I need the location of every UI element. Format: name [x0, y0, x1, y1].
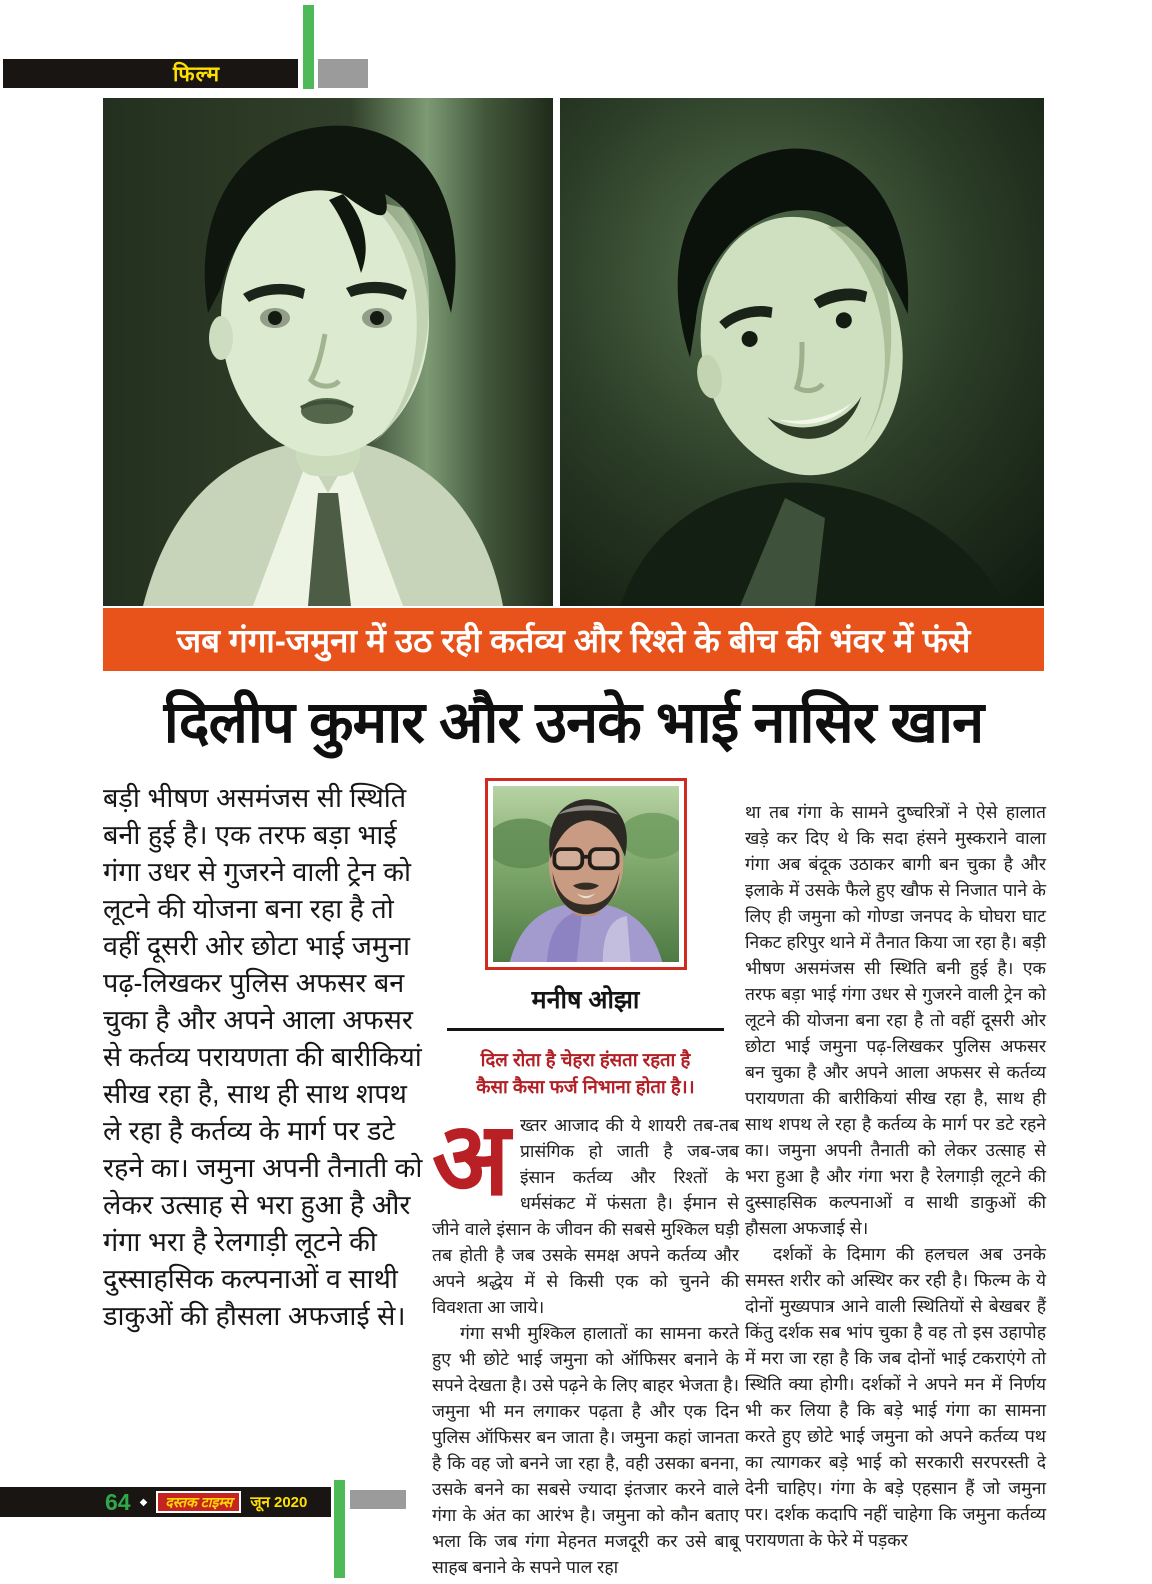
strap-banner	[103, 608, 1044, 671]
article-paragraph-1	[432, 1102, 739, 1320]
dropcap-letter: अ	[432, 1102, 510, 1216]
photo-row	[103, 98, 1044, 606]
article-paragraph-1-text: ख्तर आजाद की ये शायरी तब-तब प्रासंगिक हो जाती है जब-जब इंसान कर्तव्य और रिश्तों के धर्मसंकट में फंसता है। ईमान से जीने वाले इंसान के जीवन की सबसे मुश्किल घड़ी तब होती है जब उसके समक्ष अपने कर्तव्य और अपने श्रद्धेय में से किसी एक को चुनने की विवशता आ जाये।	[432, 1115, 739, 1317]
article-paragraph-4: दर्शकों के दिमाग की हलचल अब उनके समस्त शरीर को अस्थिर कर रही है। फिल्म के ये दोनों मुख्यपात्र आने वाली स्थितियों से बेखबर हैं किंतु दर्शक सब भांप चुका है वह तो इस उहापोह में मरा जा रहा है कि जब दोनों भाई टकराएंगे तो स्थिति क्या होगी। दर्शकों ने अपने मन में निर्णय भी कर लिया है कि बड़े भाई गंगा का सामना करते हुए छोटे भाई जमुना को अपने कर्तव्य पथ का त्यागकर बड़े भाई को सरकारी सरपरस्ती दे देनी चाहिए। गंगा के बड़े एहसान हैं जो जमुना पर। दर्शक कदापि नहीं चाहेगा कि जमुना कर्तव्य परायणता के फेरे में पड़कर	[745, 1244, 1046, 1550]
photo-nasir-khan	[560, 98, 1044, 606]
magazine-logo: दस्तक टाइम्स	[156, 1491, 241, 1513]
couplet	[432, 1046, 739, 1100]
photo-dilip-kumar	[103, 98, 553, 606]
nasir-khan-portrait-illustration	[560, 98, 1044, 606]
author-photo-illustration	[493, 786, 679, 962]
headline-text: दिलीप कुमार और उनके भाई नासिर खान	[163, 689, 984, 755]
strap-text: जब गंगा-जमुना में उठ रही कर्तव्य और रिश्ते के बीच की भंवर में फंसे	[176, 622, 971, 659]
dilip-kumar-portrait-illustration	[103, 98, 553, 606]
intro-column: बड़ी भीषण असमंजस सी स्थिति बनी हुई है। एक तरफ बड़ा भाई गंगा उधर से गुजरने वाली ट्रेन को लूटने की योजना बना रहा है तो वहीं दूसरी ओर छोटा भाई जमुना पढ़-लिखकर पुलिस अफसर बन चुका है और अपने आला अफसर से कर्तव्य परायणता की बारीकियां सीख रहा है, साथ ही साथ शपथ ले रहा है कर्तव्य के मार्ग पर डटे रहने का। जमुना अपनी तैनाती को लेकर उत्साह से भरा हुआ है और गंगा भरा है रेलगाड़ी लूटने की दुस्साहसिक कल्पनाओं व साथी डाकुओं की हौसला अफजाई से।	[103, 783, 423, 1331]
footer-page-number: 64	[105, 1488, 131, 1515]
gray-accent-box-top	[318, 59, 368, 88]
diamond-icon: ◆	[139, 1496, 148, 1508]
green-accent-bar-top	[303, 5, 314, 89]
couplet-line-2: कैसा कैसा फर्ज निभाना होता है।।	[476, 1076, 695, 1097]
green-accent-bar-bottom	[334, 1480, 345, 1578]
footer-issue-date: जून 2020	[250, 1494, 308, 1511]
kicker-label: फिल्म	[172, 62, 221, 86]
author-divider-rule	[447, 1028, 723, 1031]
headline	[103, 674, 1044, 764]
right-column	[745, 799, 1046, 1553]
gray-accent-box-bottom	[350, 1490, 406, 1509]
couplet-line-1: दिल रोता है चेहरा हंसता रहता है	[480, 1049, 691, 1070]
article-paragraph-2: गंगा सभी मुश्किल हालातों का सामना करते हुए भी छोटे भाई जमुना को ऑफिसर बनाने के सपने देखता है। उसे पढ़ने के लिए बाहर भेजता है। जमुना भी मन लगाकर पढ़ता है और एक दिन पुलिस ऑफिसर बन जाता है। जमुना कहां जानता है कि वह जो बनने जा रहा है, वही उसका बनना, उसके बनने का सबसे ज्यादा इंतजार करने वाले गंगा के अंत का आरंभ है। जमुना को कौन बताए भला कि जब गंगा मेहनत मजदूरी कर उसे बाबू साहब बनाने के सपने पाल रहा	[432, 1323, 739, 1577]
author-name: मनीष ओझा	[531, 986, 640, 1014]
kicker-bar	[3, 59, 298, 88]
author-photo-frame	[485, 778, 687, 970]
article-paragraph-3: था तब गंगा के सामने दुष्चरित्रों ने ऐसे हालात खड़े कर दिए थे कि सदा हंसने मुस्कराने वाला गंगा अब बंदूक उठाकर बागी बन चुका है और इलाके में उसके फैले हुए खौफ से निजात पाने के लिए ही जमुना को गोण्डा जनपद के घोघरा घाट निकट हरिपुर थाने में तैनात किया जा रहा है। बड़ी भीषण असमंजस सी स्थिति बनी हुई है। एक तरफ बड़ा भाई गंगा उधर से गुजरने वाली ट्रेन को लूटने की योजना बना रहा है तो वहीं दूसरी ओर छोटा भाई जमुना पढ़-लिखकर पुलिस अफसर बन चुका है और अपने आला अफसर से कर्तव्य परायणता की बारीकियां सीख रहा है, साथ ही साथ शपथ ले रहा है कर्तव्य के मार्ग पर डटे रहने का। जमुना अपनी तैनाती को लेकर उत्साह से भरा हुआ है और गंगा भरा है रेलगाड़ी लूटने की दुस्साहसिक कल्पनाओं व साथी डाकुओं की हौसला अफजाई से।	[745, 802, 1046, 1238]
footer-bar	[0, 1487, 331, 1517]
middle-column	[432, 776, 739, 1580]
